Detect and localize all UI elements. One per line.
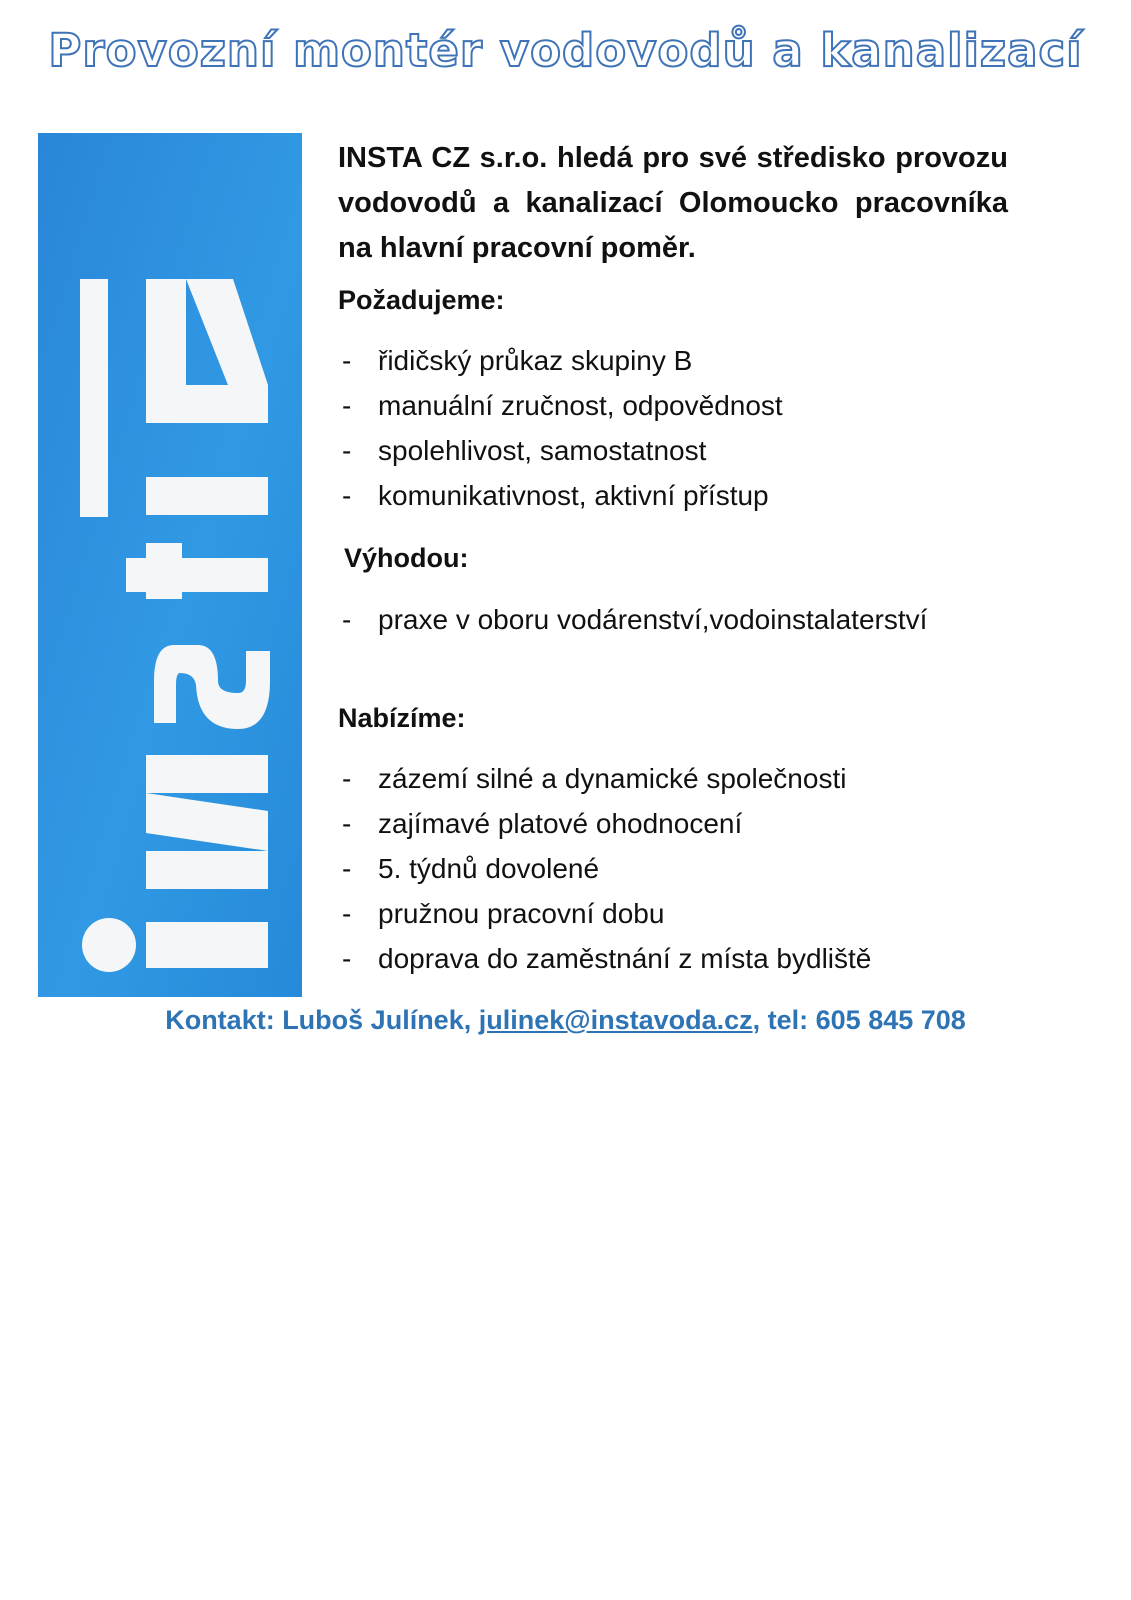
list-item [338,846,871,891]
dash-bullet: - [342,808,352,839]
list-item [338,891,871,936]
list-item-text: pružnou pracovní dobu [378,898,665,929]
dash-bullet: - [342,763,352,794]
list-item-text: manuální zručnost, odpovědnost [378,390,783,421]
list-item [338,801,871,846]
contact-line [0,1005,1131,1036]
advantage-list [338,597,927,642]
insta-logo [38,133,302,997]
list-item-text: komunikativnost, aktivní přístup [378,480,769,511]
dash-bullet: - [342,345,352,376]
list-item [338,473,783,518]
list-item-text: zajímavé platové ohodnocení [378,808,743,839]
contact-email-link[interactable]: julinek@instavoda.cz [478,1005,753,1035]
contact-prefix: Kontakt: Luboš Julínek, [165,1005,479,1035]
list-item [338,383,783,428]
intro-line-2: vodovodů a kanalizací Olomoucko pracovníka [338,187,1008,219]
list-item-text: doprava do zaměstnání z místa bydliště [378,943,872,974]
intro-line-3: na hlavní pracovní poměr. [338,232,696,264]
offer-heading: Nabízíme: [338,703,466,733]
dash-bullet: - [342,435,352,466]
intro-text [338,136,1008,271]
advantage-heading: Výhodou: [344,543,469,573]
list-item [338,756,871,801]
dash-bullet: - [342,390,352,421]
offer-list [338,756,871,981]
dash-bullet: - [342,943,352,974]
page-title: Provozní montér vodovodů a kanalizací [48,24,1083,77]
list-item [338,428,783,473]
dash-bullet: - [342,898,352,929]
requirements-list [338,338,783,518]
dash-bullet: - [342,480,352,511]
dash-bullet: - [342,853,352,884]
list-item [338,597,927,642]
dash-bullet: - [342,604,352,635]
list-item [338,936,871,981]
list-item [338,338,783,383]
list-item-text: 5. týdnů dovolené [378,853,600,884]
contact-phone: , tel: 605 845 708 [752,1005,966,1035]
list-item-text: řidičský průkaz skupiny B [378,345,693,376]
intro-line-1: INSTA CZ s.r.o. hledá pro své středisko provozu [338,142,1008,174]
list-item-text: spolehlivost, samostatnost [378,435,707,466]
list-item-text: zázemí silné a dynamické společnosti [378,763,847,794]
list-item-text: praxe v oboru vodárenství,vodoinstalaterství [378,604,928,635]
requirements-heading: Požadujeme: [338,285,505,315]
